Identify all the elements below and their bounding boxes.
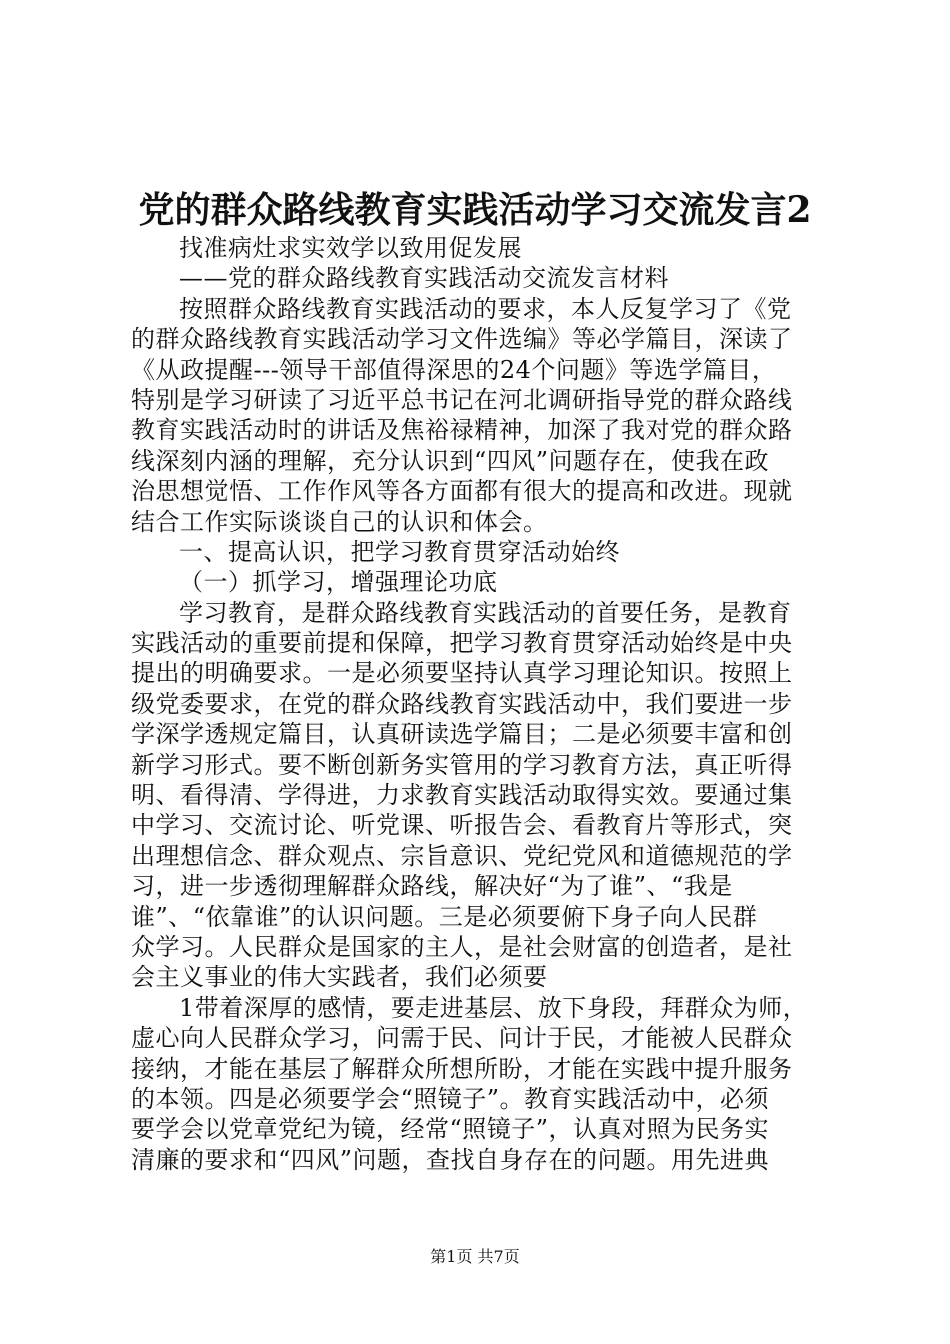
paragraph-line: 线深刻内涵的理解，充分认识到“四风”问题存在，使我在政 bbox=[131, 446, 770, 475]
section-heading: 一、提高认识，把学习教育贯穿活动始终 bbox=[179, 537, 620, 566]
paragraph-line: 按照群众路线教育实践活动的要求，本人反复学习了《党 bbox=[179, 294, 792, 323]
paragraph-line: 会主义事业的伟大实践者，我们必须要 bbox=[131, 963, 548, 992]
paragraph-line: 1带着深厚的感情，要走进基层、放下身段，拜群众为师， bbox=[179, 993, 808, 1022]
paragraph-line: 提出的明确要求。一是必须要坚持认真学习理论知识。按照上 bbox=[131, 659, 793, 688]
paragraph-line: 明、看得清、学得进，力求教育实践活动取得实效。要通过集 bbox=[131, 781, 793, 810]
paragraph-line: 学深学透规定篇目，认真研读选学篇目；二是必须要丰富和创 bbox=[131, 720, 793, 749]
paragraph-line: 实践活动的重要前提和保障，把学习教育贯穿活动始终是中央 bbox=[131, 629, 793, 658]
paragraph-line: 新学习形式。要不断创新务实管用的学习教育方法，真正听得 bbox=[131, 750, 793, 779]
paragraph-line: 众学习。人民群众是国家的主人，是社会财富的创造者，是社 bbox=[131, 932, 793, 961]
paragraph-line: 的群众路线教育实践活动学习文件选编》等必学篇目，深读了 bbox=[131, 325, 793, 354]
subtitle-line: ——党的群众路线教育实践活动交流发言材料 bbox=[179, 264, 669, 293]
paragraph-line: 中学习、交流讨论、听党课、听报告会、看教育片等形式，突 bbox=[131, 811, 793, 840]
paragraph-line: 学习教育，是群众路线教育实践活动的首要任务，是教育 bbox=[179, 598, 792, 627]
paragraph-line: 清廉的要求和“四风”问题，查找自身存在的问题。用先进典 bbox=[131, 1145, 770, 1174]
document-title: 党的群众路线教育实践活动学习交流发言2 bbox=[138, 189, 812, 231]
paragraph-line: 接纳，才能在基层了解群众所想所盼，才能在实践中提升服务 bbox=[131, 1054, 793, 1083]
paragraph-line: 级党委要求，在党的群众路线教育实践活动中，我们要进一步 bbox=[131, 689, 793, 718]
paragraph-line: 出理想信念、群众观点、宗旨意识、党纪党风和道德规范的学 bbox=[131, 841, 793, 870]
subsection-heading: （一）抓学习，增强理论功底 bbox=[179, 568, 498, 597]
paragraph-line: 虚心向人民群众学习，问需于民、问计于民，才能被人民群众 bbox=[131, 1024, 793, 1053]
subtitle-line: 找准病灶求实效学以致用促发展 bbox=[179, 234, 522, 262]
page-number-footer: 第1页 共7页 bbox=[430, 1247, 520, 1266]
paragraph-line: 习，进一步透彻理解群众路线，解决好“为了谁”、“我是 bbox=[131, 872, 733, 901]
paragraph-line: 特别是学习研读了习近平总书记在河北调研指导党的群众路线 bbox=[131, 385, 793, 414]
paragraph-line: 结合工作实际谈谈自己的认识和体会。 bbox=[131, 507, 548, 536]
paragraph-line: 教育实践活动时的讲话及焦裕禄精神，加深了我对党的群众路 bbox=[131, 416, 793, 445]
paragraph-line: 《从政提醒---领导干部值得深思的24个问题》等选学篇目， bbox=[131, 355, 777, 384]
document-body bbox=[131, 233, 831, 1175]
paragraph-line: 治思想觉悟、工作作风等各方面都有很大的提高和改进。现就 bbox=[131, 477, 793, 506]
paragraph-line: 要学会以党章党纪为镜，经常“照镜子”，认真对照为民务实 bbox=[131, 1115, 770, 1144]
paragraph-line: 谁”、“依靠谁”的认识问题。三是必须要俯下身子向人民群 bbox=[131, 902, 758, 931]
paragraph-line: 的本领。四是必须要学会“照镜子”。教育实践活动中，必须 bbox=[131, 1084, 770, 1113]
